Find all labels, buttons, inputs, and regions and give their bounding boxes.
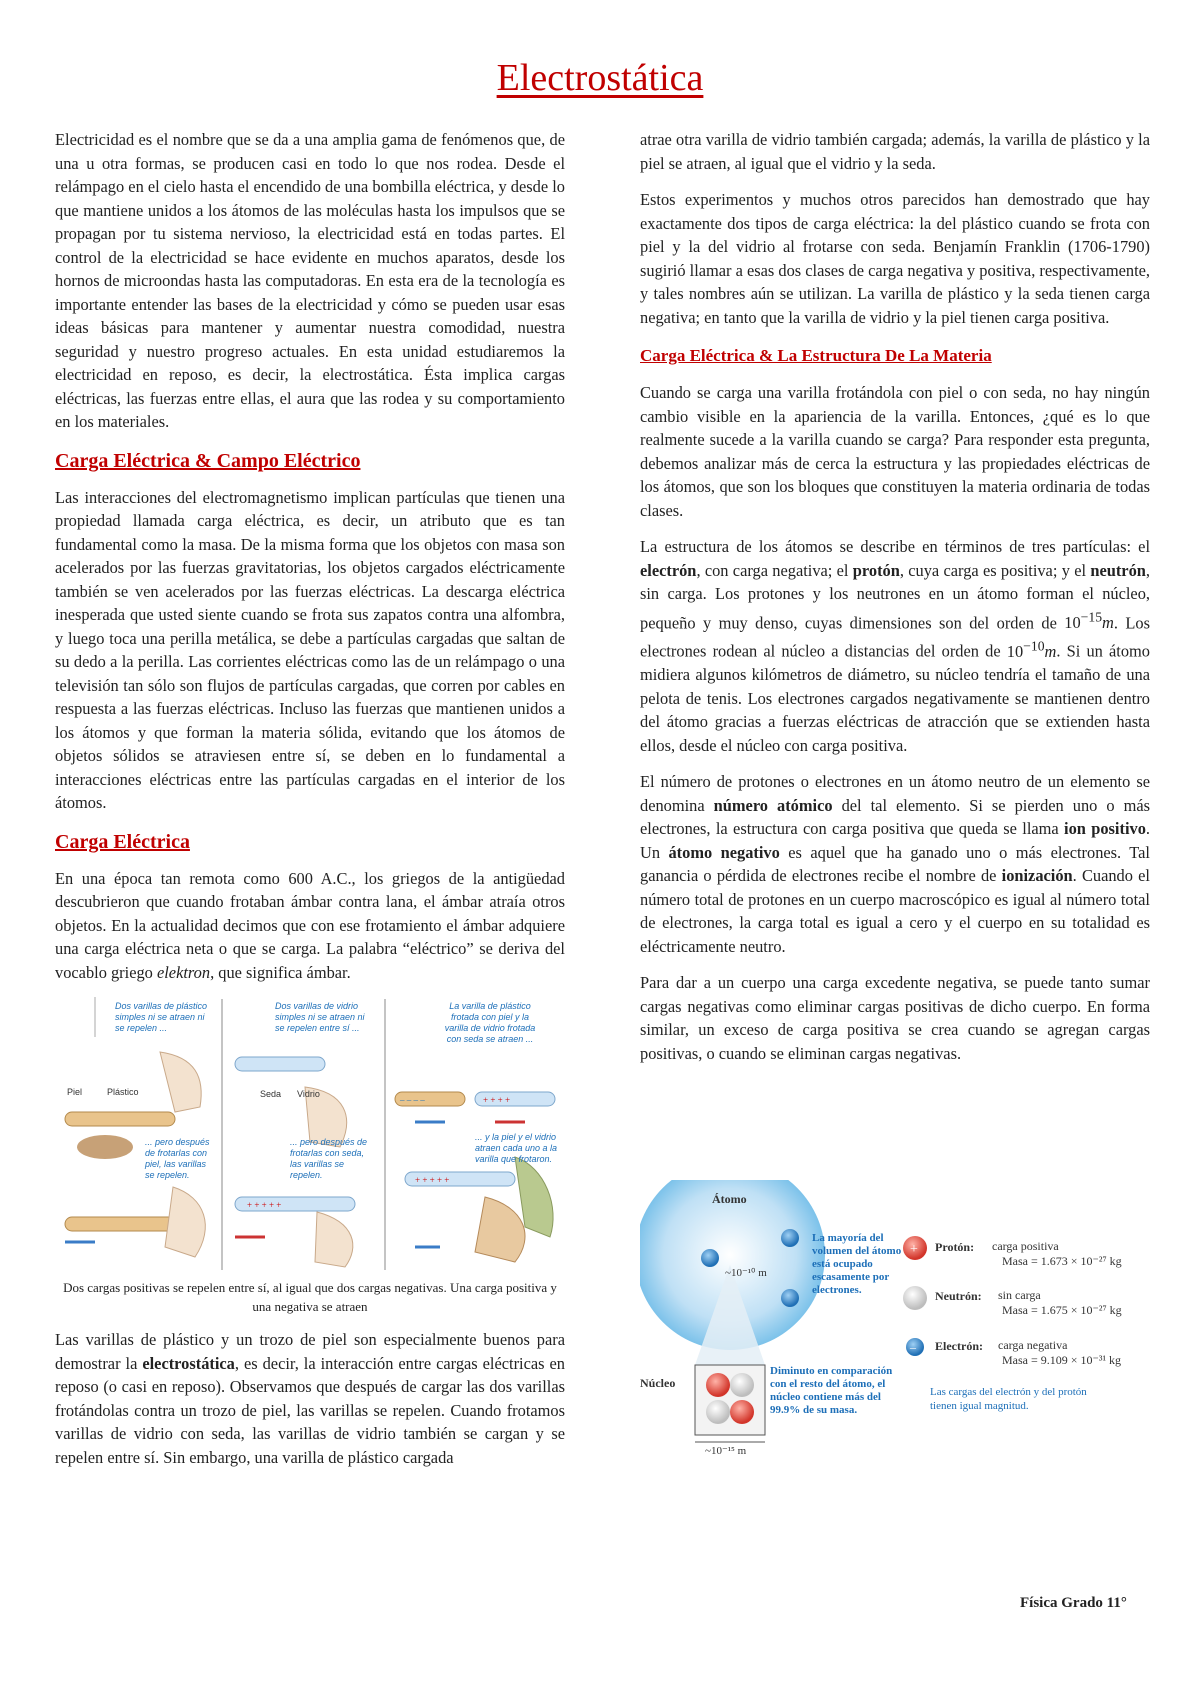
svg-text:+ + + + +: + + + + + [247, 1200, 282, 1210]
elektron-term: elektron [156, 962, 211, 982]
svg-text:+ + + +: + + + + [483, 1095, 511, 1105]
proton-mass: Masa = 1.673 × 10⁻²⁷ kg [1002, 1254, 1122, 1268]
piel-label: Piel [67, 1087, 83, 1097]
text: , es decir, la interacción entre cargas eléctricas en reposo (o casi en reposo). Observamos que después de cargar las dos varillas frotándolas contra un trozo de piel, las varillas se repelen. Cuando frotamos varillas de vidrio con seda, las varillas de vidrio también se cargan y se repelen entre sí. Sin embargo, una varilla de plástico cargada [55, 1353, 565, 1467]
atom-scale-label: ~10⁻¹⁰ m [725, 1267, 767, 1279]
plastico-label: Plástico [107, 1087, 139, 1097]
panel-b-top-label: Dos varillas de vidrio simples ni se atraen ni se repelen entre sí ... [275, 1001, 365, 1033]
neutron-icon [903, 1286, 927, 1310]
unit: m [1102, 612, 1114, 632]
text: , cuya carga es positiva; y el [899, 560, 1091, 580]
text: . Los electrones rodean al núcleo a distancias del orden de [640, 612, 1150, 661]
electrostatica-term: electrostática [142, 1353, 235, 1373]
electron-dot [701, 1249, 719, 1267]
panel-c-top-label: La varilla de plástico frotada con piel y la varilla de vidrio frotada con seda se atraen ... [444, 1001, 536, 1044]
neutron-charge: sin carga [998, 1288, 1041, 1302]
electron-charge: carga negativa [998, 1338, 1068, 1352]
text: . Si un átomo midiera algunos kilómetros de diámetro, su núcleo tendría el tamaño de una pelota de tenis. Los electrones cargados negativamente se mantienen dentro del átomo gracias a fuerzas eléctricas de atracción que se extienden hasta ellos, desde el núcleo con carga positiva. [640, 641, 1151, 755]
text: , con carga negativa; el [696, 560, 853, 580]
ion-positivo-term: ion positivo [1064, 819, 1146, 839]
ionizacion-term: ionización [1001, 866, 1073, 886]
text: 10 [1064, 612, 1081, 632]
dar-paragraph: Para dar a un cuerpo una carga excedente negativa, se puede tanto sumar cargas negativas como eliminar cargas positivas de dicho cuerpo. En forma similar, un exceso de carga positiva se crea cuando se agregan cargas positivas, o cuando se eliminan cargas negativas. [640, 973, 1150, 1063]
panel-b-bottom-label: ... pero después de frotarlas con seda, las varillas se repelen. [290, 1137, 368, 1180]
text: . Un [640, 819, 1150, 862]
proton-term: protón [852, 560, 900, 580]
panel-a-top-label: Dos varillas de plástico simples ni se atraen ni se repelen ... [115, 1001, 208, 1033]
page-title: Electrostática [496, 57, 704, 99]
griegos-paragraph [55, 867, 565, 985]
text: El número de protones o electrones en un átomo neutro de un elemento se denomina [640, 772, 1150, 815]
exponent: −10 [1023, 638, 1045, 654]
neutron-name: Neutrón: [935, 1289, 982, 1303]
panel-c-bottom-label: ... y la piel y el vidrio atraen cada uno a la varilla que frotaron. [475, 1132, 558, 1164]
electron-dot [781, 1289, 799, 1307]
interacciones-paragraph: Las interacciones del electromagnetismo implican partículas que tienen una propiedad llamada carga eléctrica, es decir, un atributo que es tan fundamental como la masa. De la misma forma que los objetos con masa son acelerados por las fuerzas gravitatorias, los objetos cargados eléctricamente también se ven acelerados por las fuerzas eléctricas. La descarga eléctrica inesperada que usted siente cuando se frota sus zapatos contra una alfombra, y luego toca una perilla metálica, se debe a partículas cargadas que saltan de su dedo a la perilla. Las corrientes eléctricas como las de un relámpago o una televisión tan sólo son flujos de partículas cargadas, que corren por cables en respuesta a las fuerzas eléctricas. Incluso las fuerzas que mantienen unidos a los átomos y que forman la materia sólida, evitando que los átomos de objetos sólidos se atraviesen entre sí, se deben en lo fundamental a interacciones eléctricas entre las partículas cargadas en el interior de los átomos. [55, 487, 565, 812]
heading-carga: Carga Eléctrica [55, 830, 190, 853]
unit: m [1044, 641, 1057, 661]
svg-text:– – – –: – – – – [400, 1095, 425, 1105]
footer-label: Física Grado 11° [1020, 1595, 1127, 1611]
atomo-label: Átomo [712, 1192, 747, 1206]
text: del tal elemento. Si se pierden uno o más electrones, la estructura con carga positiva que queda se llama [640, 795, 1150, 839]
text: es aquel que ha ganado uno o más electrones. Tal ganancia o pérdida de electrones recibe el nombre de [640, 842, 1150, 886]
electron-name: Electrón: [935, 1339, 983, 1353]
svg-text:+ + + + +: + + + + + [415, 1175, 450, 1185]
atom-figure [640, 1180, 1180, 1465]
exponent: −15 [1080, 609, 1103, 625]
text: 10 [1006, 641, 1024, 661]
mayoria-label: La mayoría del volumen del átomo está ocupado escasamente por electrones. [812, 1232, 902, 1296]
panel-a-bottom-label: ... pero después de frotarlas con piel, las varillas se repelen. [145, 1137, 210, 1180]
varillas-paragraph [55, 1328, 565, 1469]
diminuto-label: Diminuto en comparación con el resto del átomo, el núcleo contiene más del 99.9% de su masa. [770, 1365, 893, 1416]
atomo-negativo-term: átomo negativo [668, 842, 780, 862]
neutron-mass: Masa = 1.675 × 10⁻²⁷ kg [1002, 1303, 1122, 1317]
heading-carga-campo: Carga Eléctrica & Campo Eléctrico [55, 449, 361, 472]
text: , que significa ámbar. [210, 962, 351, 982]
seda-label: Seda [260, 1089, 282, 1099]
experimentos-paragraph: Estos experimentos y muchos otros parecidos han demostrado que hay exactamente dos tipos de carga eléctrica: la del plástico cuando se frota con piel y la del vidrio al frotarse con seda. Benjamín Franklin (1706-1790) sugirió llamar a esas dos clases de carga negativa y positiva, respectivamente, y tales nombres aún se utilizan. La varilla de plástico y la seda tienen carga negativa; en tanto que la varilla de vidrio y la piel tienen carga positiva. [640, 190, 1150, 327]
electron-dot [781, 1229, 799, 1247]
cuando-paragraph: Cuando se carga una varilla frotándola con piel o con seda, no hay ningún cambio visible en la apariencia de la varilla. Entonces, ¿qué es lo que realmente sucede a la varilla cuando se carga? Para responder esta pregunta, debemos analizar más de cerca la estructura y las propiedades eléctricas de los átomos, que son los bloques que constituyen la materia ordinaria de todas clases. [640, 383, 1150, 520]
heading-estructura: Carga Eléctrica & La Estructura De La Materia [640, 346, 992, 365]
nucleo-label: Núcleo [640, 1376, 676, 1390]
nucleus-box [695, 1365, 765, 1435]
text: . Cuando el número total de protones en un cuerpo macroscópico es igual al número total de electrones, la carga total es igual a cero y el cuerpo en su totalidad es eléctricamente neutro. [640, 866, 1150, 956]
electron-mass: Masa = 9.109 × 10⁻³¹ kg [1002, 1353, 1122, 1367]
svg-text:+: + [910, 1242, 918, 1257]
text: Las varillas de plástico y un trozo de piel son especialmente buenos para demostrar la [55, 1330, 565, 1373]
electron-term: electrón [640, 560, 697, 580]
text: En una época tan remota como 600 A.C., los griegos de la antigüedad descubrieron que cuando frotaban ámbar contra lana, el ámbar atraía otros objetos. En la actualidad decimos que con ese frotamiento el ámbar adquiere una carga eléctrica neta o que se carga. La palabra “eléctrico” se deriva del vocablo griego [55, 868, 565, 982]
igual-magnitud-label: Las cargas del electrón y del protón tienen igual magnitud. [930, 1386, 1087, 1412]
neutron-term: neutrón [1090, 560, 1146, 580]
numero-paragraph [640, 770, 1150, 958]
intro-paragraph: Electricidad es el nombre que se da a una amplia gama de fenómenos que, de una u otra formas, se producen casi en todo lo que nos rodea. Desde el relámpago en el cielo hasta el encendido de una bombilla eléctrica, y desde lo que mantiene unidos a los átomos de las moléculas hasta los impulsos que se propagan por tu sistema nervioso, la electricidad está en todas partes. El control de la electricidad se hace evidente en muchos aparatos, desde los hornos de microondas hasta las computadoras. En esta era de la tecnología es importante entender las bases de la electricidad y cómo se pueden usar esas ideas básicas para mantener y aumentar nuestra comodidad, nuestra seguridad y nuestro progreso actuales. En esta unidad estudiaremos la electricidad en reposo, es decir, la electrostática. Ésta implica cargas eléctricas, las fuerzas entre ellas, el aura que las rodea y su comportamiento en los materiales. [55, 130, 565, 431]
estructura-paragraph [640, 535, 1150, 757]
right-column [640, 128, 1150, 1078]
nucleus-size [1064, 609, 1114, 632]
text: La estructura de los átomos se describe en términos de tres partículas: el [640, 537, 1150, 556]
svg-text:–: – [910, 1340, 916, 1354]
figure-caption: Dos cargas positivas se repelen entre sí, al igual que dos cargas negativas. Una carga positiva y una negativa se atraen [63, 1280, 557, 1314]
atom-diagram [640, 1180, 1180, 1465]
nucleus-scale-label: ~10⁻¹⁵ m [705, 1445, 747, 1457]
rods-figure [55, 997, 565, 1272]
atom-size [1006, 638, 1057, 661]
text: , sin carga. Los protones y los neutrones en un átomo forman el núcleo, pequeño y muy denso, cuyas dimensiones son del orden de [640, 560, 1150, 632]
proton-name: Protón: [935, 1240, 975, 1254]
left-column [55, 128, 565, 1482]
numero-atomico-term: número atómico [713, 795, 833, 815]
vidrio-label: Vidrio [297, 1089, 320, 1099]
proton-charge: carga positiva [992, 1239, 1059, 1253]
continuation-paragraph: atrae otra varilla de vidrio también cargada; además, la varilla de plástico y la piel se atraen, al igual que el vidrio y la seda. [640, 130, 1150, 173]
